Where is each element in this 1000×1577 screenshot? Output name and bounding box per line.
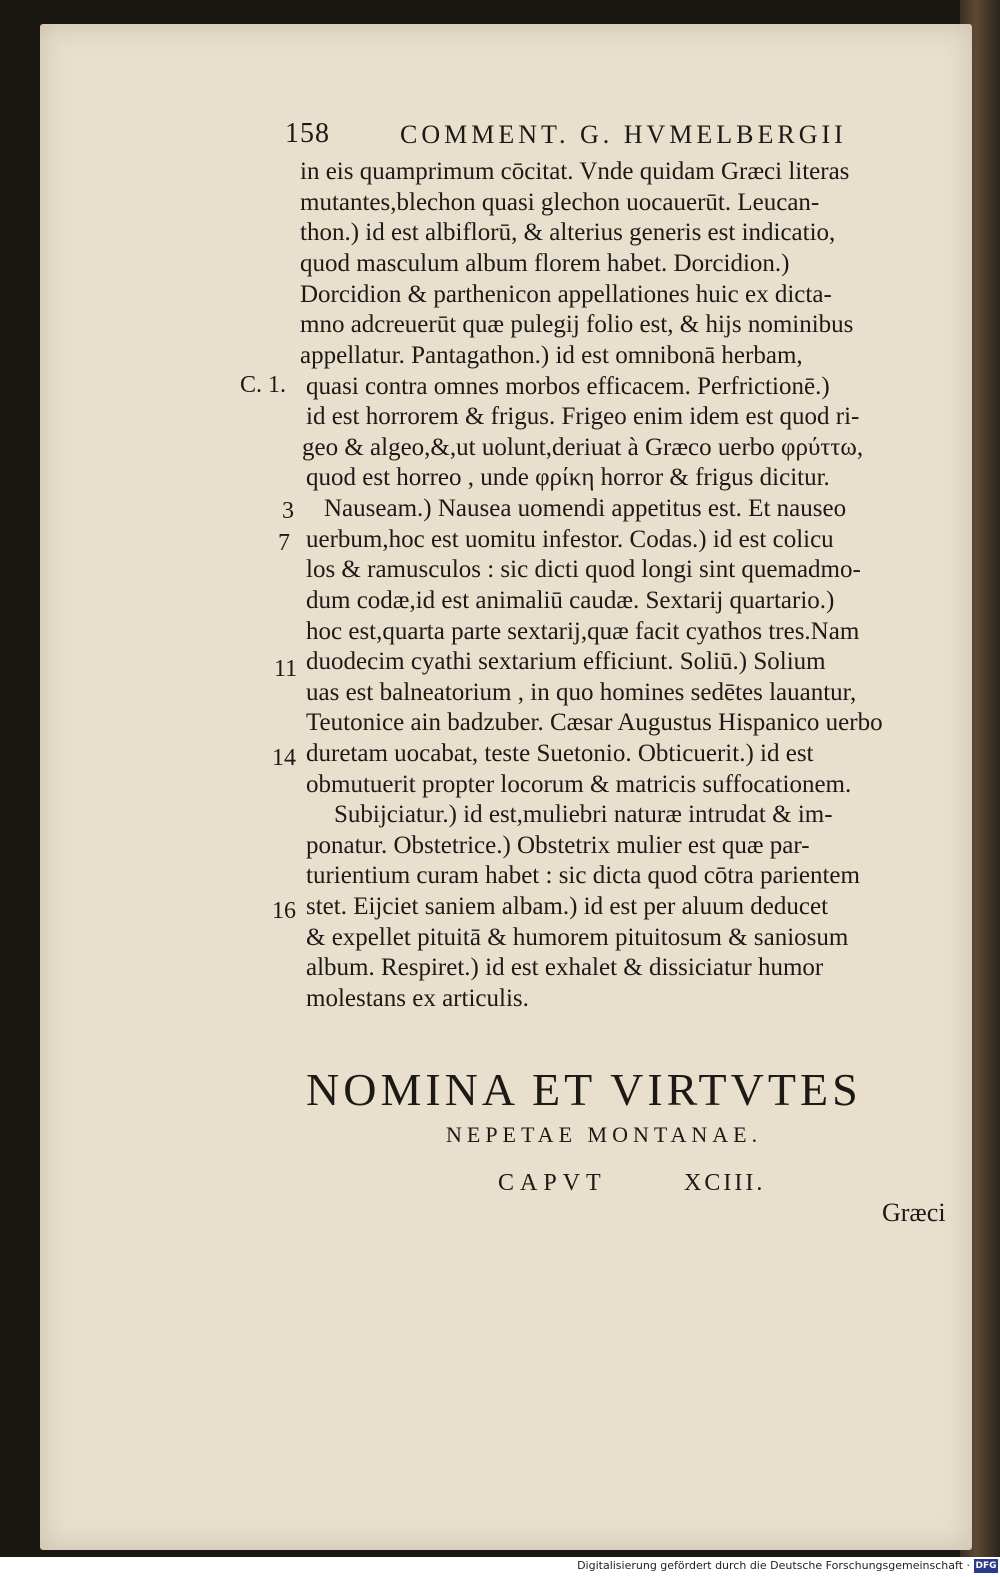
text-line: geo & algeo,&,ut uolunt,deriuat à Græco uerbo φρύττω, [302, 434, 864, 461]
chapter-title: NOMINA ET VIRTVTES [306, 1064, 862, 1115]
text-line: quod masculum album florem habet. Dorcidion.) [300, 250, 790, 277]
caput-number: XCIII. [684, 1170, 766, 1196]
text-line: ponatur. Obstetrice.) Obstetrix mulier est quæ par- [306, 832, 810, 859]
text-line: album. Respiret.) id est exhalet & dissiciatur humor [306, 954, 824, 981]
page-number: 158 [285, 118, 330, 149]
text-line: hoc est,quarta parte sextarij,quæ facit cyathos tres.Nam [306, 618, 860, 645]
text-line: dum codæ,id est animaliū caudæ. Sextarij quartario.) [306, 587, 835, 614]
text-line: Dorcidion & parthenicon appellationes huic ex dicta- [300, 281, 832, 308]
funding-credit: Digitalisierung gefördert durch die Deutsche Forschungsgemeinschaft · [577, 1559, 970, 1572]
margin-note: C. 1. [240, 372, 287, 398]
text-line: duretam uocabat, teste Suetonio. Obticuerit.) id est [306, 740, 814, 767]
text-line: quod est horreo , unde φρίκη horror & frigus dicitur. [306, 464, 830, 491]
margin-note: 16 [272, 898, 296, 924]
text-line: Teutonice ain badzuber. Cæsar Augustus Hispanico uerbo [306, 709, 883, 736]
text-line: & expellet pituitā & humorem pituitosum & saniosum [306, 924, 849, 951]
text-line: Subijciatur.) id est,muliebri naturæ intrudat & im- [334, 801, 833, 828]
text-line: uerbum,hoc est uomitu infestor. Codas.) id est colicu [306, 526, 834, 553]
text-line: thon.) id est albiflorū, & alterius generis est indicatio, [300, 219, 836, 246]
dfg-logo-icon: DFG [975, 1561, 997, 1571]
margin-note: 14 [272, 745, 296, 771]
text-line: turientium curam habet : sic dicta quod cōtra parientem [306, 862, 860, 889]
text-line: id est horrorem & frigus. Frigeo enim idem est quod ri- [306, 403, 860, 430]
margin-note: 3 [282, 498, 294, 524]
text-line: duodecim cyathi sextarium efficiunt. Soliū.) Solium [306, 648, 826, 675]
text-line: molestans ex articulis. [306, 985, 529, 1012]
caput-label: CAPVT [498, 1170, 607, 1196]
margin-note: 7 [278, 530, 290, 556]
text-line: in eis quamprimum cōcitat. Vnde quidam Græci literas [300, 158, 850, 185]
text-line: mno adcreuerūt quæ pulegij folio est, & hijs nominibus [300, 311, 854, 338]
margin-note: 11 [274, 656, 298, 682]
catchword: Græci [882, 1198, 946, 1227]
text-line: uas est balneatorium , in quo homines sedētes lauantur, [306, 679, 857, 706]
text-line: stet. Eijciet saniem albam.) id est per aluum deducet [306, 893, 829, 920]
page-header [285, 118, 945, 156]
text-line: mutantes,blechon quasi glechon uocauerūt. Leucan- [300, 189, 820, 216]
text-line: quasi contra omnes morbos efficacem. Perfrictionē.) [306, 373, 830, 400]
text-line: appellatur. Pantagathon.) id est omnibonā herbam, [300, 342, 803, 369]
text-line: obmutuerit propter locorum & matricis suffocationem. [306, 771, 852, 798]
footer-bar [0, 1557, 1000, 1577]
running-title: COMMENT. G. HVMELBERGII [400, 120, 847, 149]
chapter-subtitle: NEPETAE MONTANAE. [446, 1122, 763, 1147]
text-line: los & ramusculos : sic dicti quod longi sint quemadmo- [306, 556, 861, 583]
text-line: Nauseam.) Nausea uomendi appetitus est. Et nauseo [324, 495, 847, 522]
